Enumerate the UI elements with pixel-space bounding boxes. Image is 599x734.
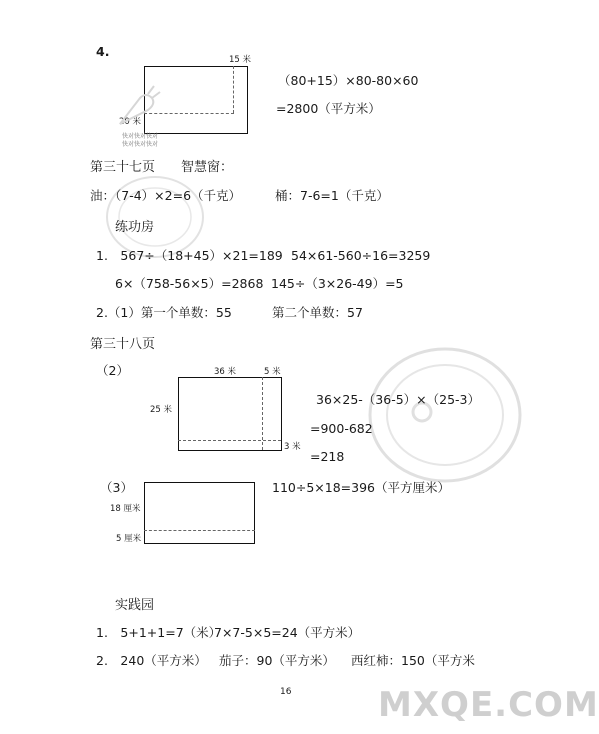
logo-caption-line-1: 快对快对快对 <box>122 133 159 140</box>
q2-first-number: 2.（1）第一个单数：55 <box>96 305 232 320</box>
page-38-heading: 第三十八页 <box>90 336 156 351</box>
problem-4-dashed-vertical <box>233 66 234 113</box>
part-3-dim-left-b: 5 厘米 <box>116 534 142 544</box>
q1-equation-b: 54×61-560÷16=3259 <box>291 248 431 263</box>
part-3-equation: 110÷5×18=396（平方厘米） <box>272 480 450 495</box>
part-2-equation-2: =900-682 <box>310 421 373 436</box>
part-3-dashed-horizontal <box>144 530 255 531</box>
practice-garden-heading: 实践园 <box>115 597 155 612</box>
garden-line-2a: 2. 240（平方米） <box>96 653 207 668</box>
q2-second-number: 第二个单数：57 <box>272 305 363 320</box>
part-2-equation-1: 36×25-（36-5）×（25-3） <box>316 392 481 407</box>
part-2-dim-top-b: 5 米 <box>264 367 281 377</box>
part-2-label: （2） <box>96 363 129 378</box>
q1-equation-d: 145÷（3×26-49）=5 <box>271 276 404 291</box>
problem-4-equation-1: （80+15）×80-80×60 <box>278 73 419 88</box>
part-2-dim-top-a: 36 米 <box>214 367 237 377</box>
part-2-dashed-horizontal <box>178 440 281 441</box>
logo-caption-line-2: 快对快对快对 <box>122 141 159 148</box>
part-2-dim-left: 25 米 <box>150 405 173 415</box>
problem-4-dim-top: 15 米 <box>229 55 252 65</box>
garden-line-2b: 茄子：90（平方米） <box>219 653 335 668</box>
problem-4-label: 4. <box>96 44 110 59</box>
part-3-outer-rect <box>144 482 255 544</box>
garden-line-1b: 7×7-5×5=24（平方米） <box>214 625 361 640</box>
page-number: 16 <box>280 687 292 697</box>
garden-line-1a: 1. 5+1+1=7（米） <box>96 625 222 640</box>
practice-room-heading: 练功房 <box>115 219 155 234</box>
bucket-answer: 桶：7-6=1（千克） <box>275 188 389 203</box>
garden-line-2c: 西红柿：150（平方米 <box>351 653 475 668</box>
part-2-dim-right: 3 米 <box>284 442 301 452</box>
q1-equation-c: 6×（758-56×5）=2868 <box>115 276 264 291</box>
site-watermark: MXQE.COM <box>378 685 599 725</box>
problem-4-dim-left: 20 米 <box>119 117 142 127</box>
part-3-label: （3） <box>100 480 133 495</box>
q1-equation-a: 1. 567÷（18+45）×21=189 <box>96 248 283 263</box>
oil-answer: 油：（7-4）×2=6（千克） <box>90 188 242 203</box>
watermark-stamp-right <box>360 340 530 490</box>
part-2-equation-3: =218 <box>310 449 345 464</box>
page-37-heading: 第三十七页 智慧窗： <box>90 159 234 174</box>
carrot-logo-watermark <box>112 84 162 130</box>
problem-4-equation-2: =2800（平方米） <box>276 101 381 116</box>
part-3-dim-left-a: 18 厘米 <box>110 504 141 514</box>
